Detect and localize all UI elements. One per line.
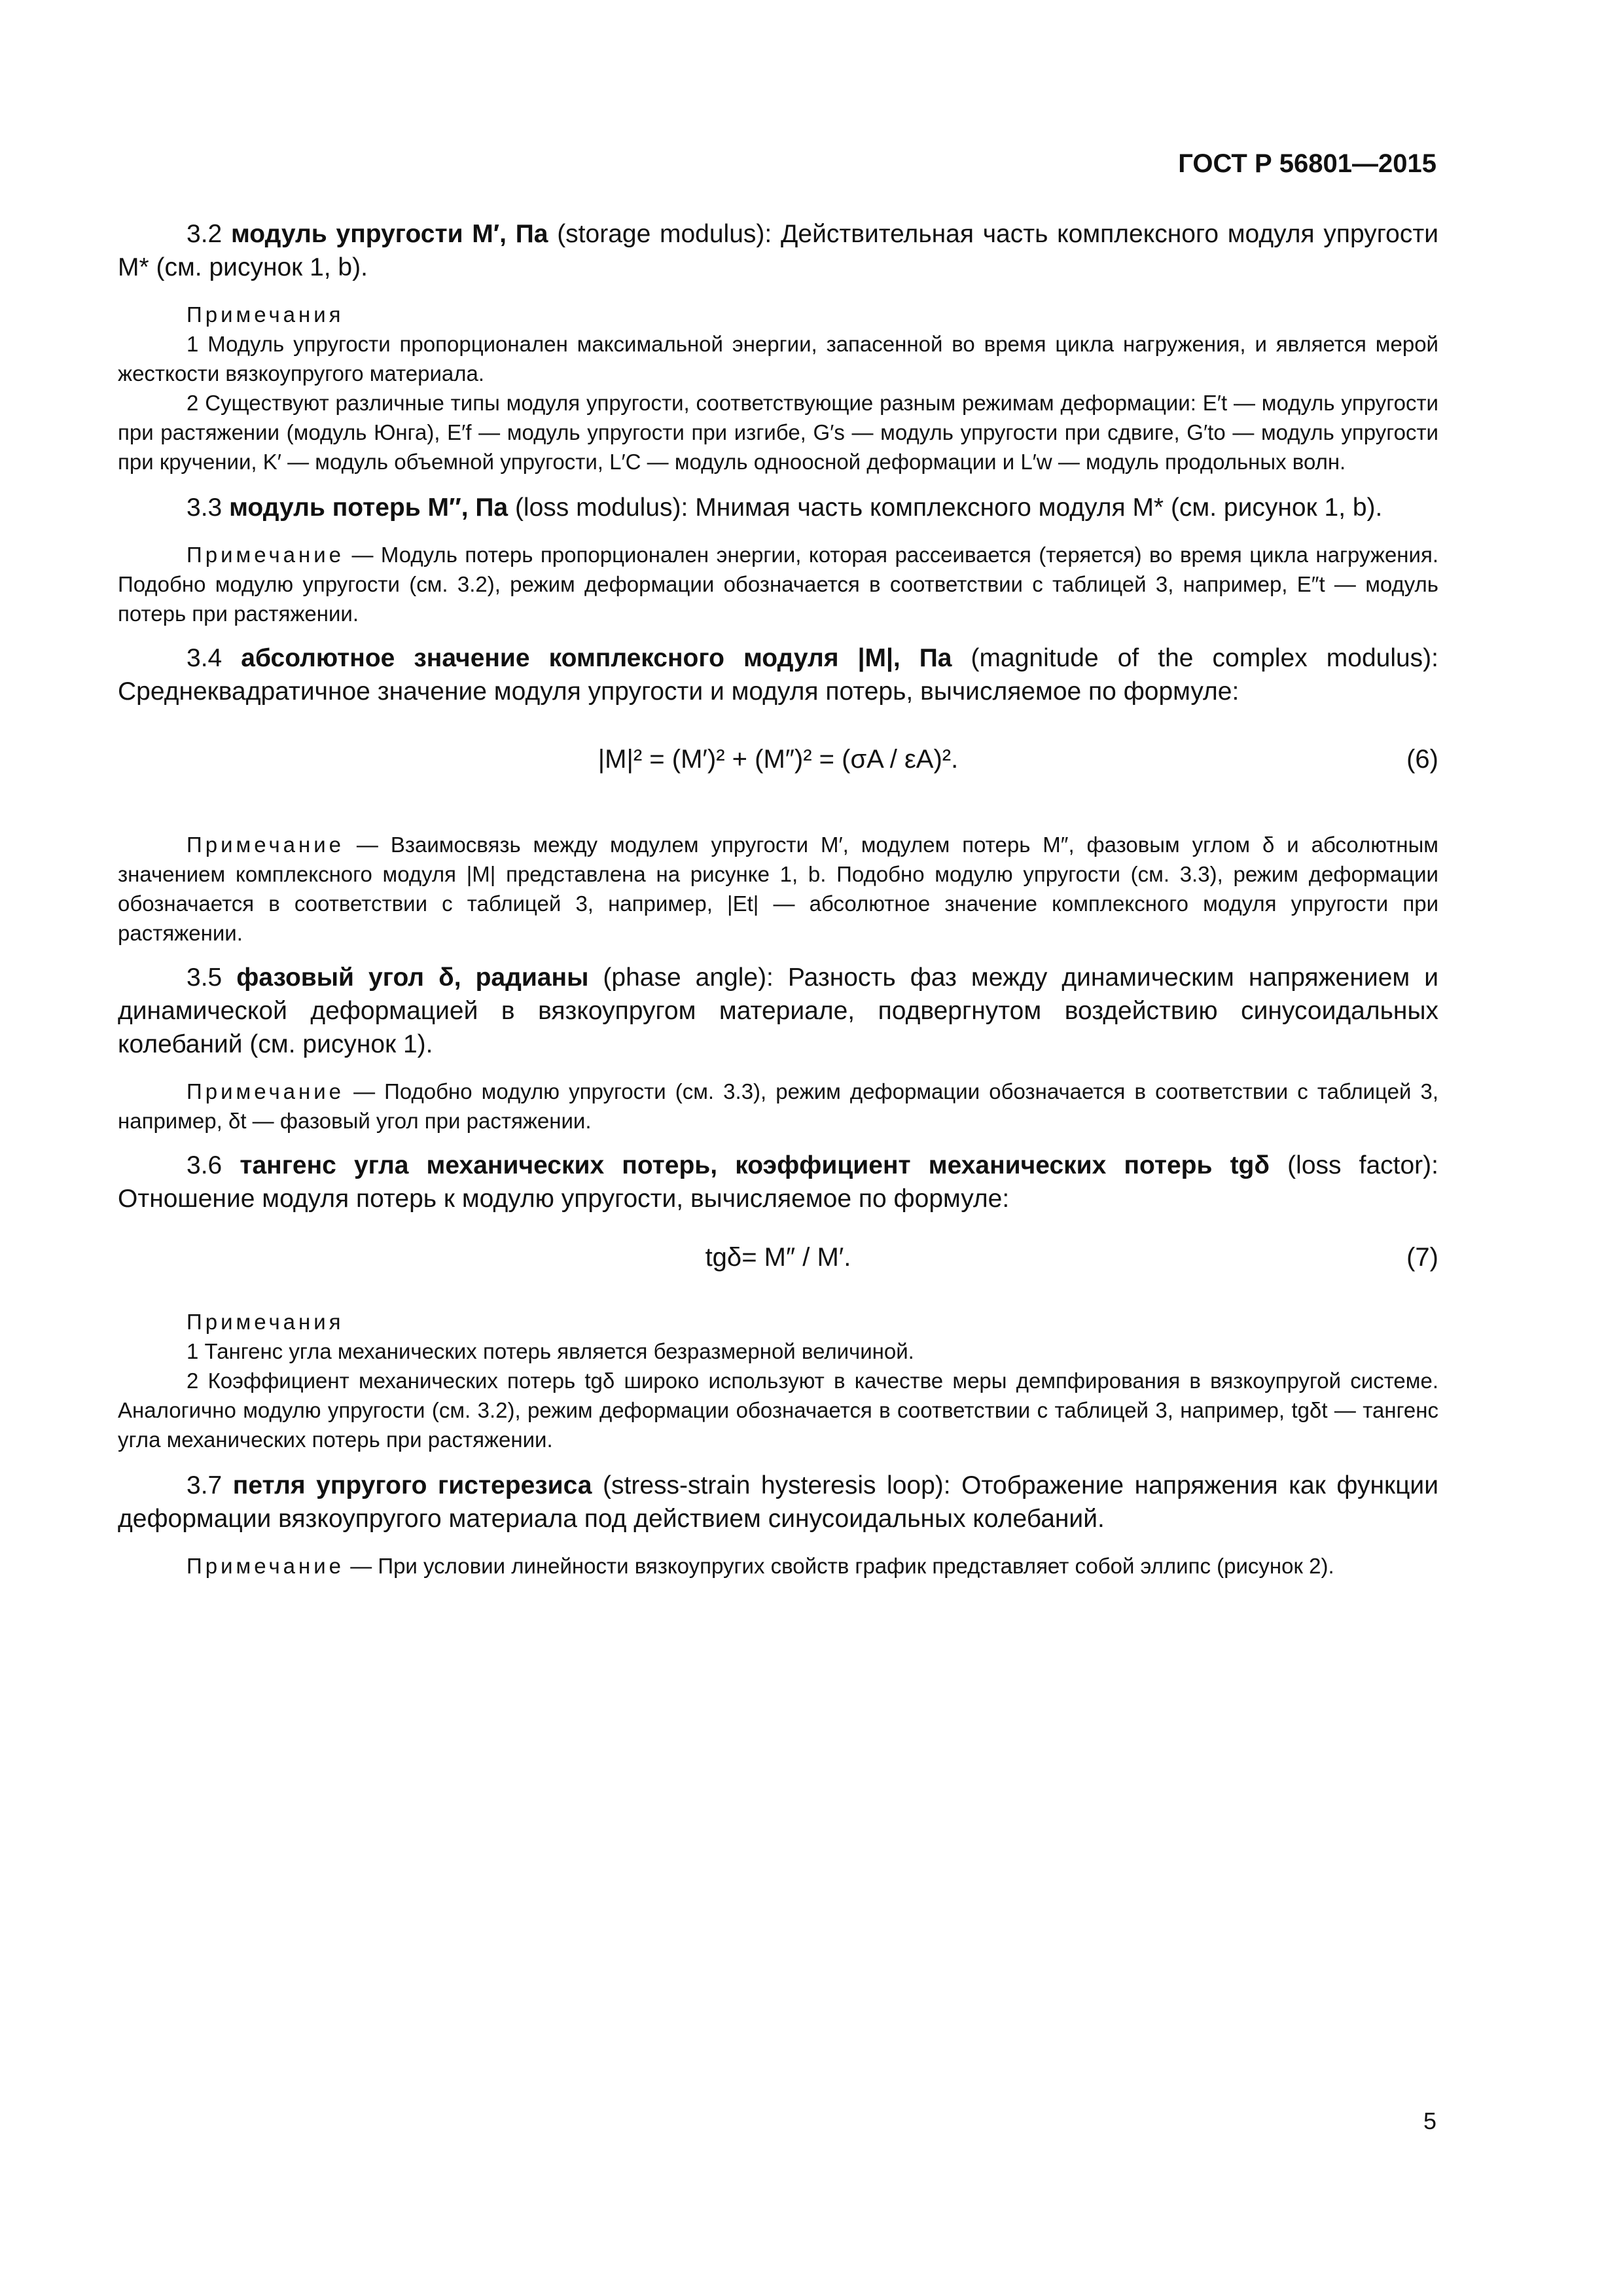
formula-number: (6) — [1406, 745, 1438, 774]
notes-title: Примечания — [187, 1310, 344, 1334]
definition-text: Мнимая часть комплексного модуля M* (см. рисунок 1, b). — [695, 493, 1383, 522]
formula-expression: tgδ= M″ / M′. — [705, 1243, 851, 1272]
definition-3-7 — [118, 1469, 1438, 1535]
note-3-5 — [118, 1077, 1438, 1136]
term-english: (magnitude of the complex modulus): — [971, 644, 1439, 672]
document-header-id: ГОСТ Р 56801—2015 — [1178, 149, 1436, 178]
clause-number: 3.7 — [187, 1471, 223, 1499]
term: модуль упругости M′, Па — [230, 220, 548, 248]
notes-3-6 — [118, 1307, 1438, 1454]
definition-text: Отношение модуля потерь к модулю упругости, вычисляемое по формуле: — [118, 1185, 1010, 1213]
formula-number: (7) — [1406, 1243, 1438, 1272]
term: петля упругого гистерезиса — [232, 1471, 592, 1499]
clause-number: 3.6 — [187, 1151, 223, 1179]
definition-3-6 — [118, 1149, 1438, 1215]
term-english: (phase angle): — [603, 963, 774, 992]
term-english: (loss factor): — [1287, 1151, 1438, 1179]
note-1: 1 Модуль упругости пропорционален максимальной энергии, запасенной во время цикла нагружения, и является мерой жесткости вязкоупругого материала. — [118, 332, 1438, 386]
formula-7 — [118, 1231, 1438, 1290]
definition-3-5 — [118, 961, 1438, 1061]
term: тангенс угла механических потерь, коэффициент механических потерь tgδ — [240, 1151, 1270, 1179]
formula-expression: |M|² = (M′)² + (M″)² = (σA / εA)². — [597, 745, 959, 774]
definition-3-4 — [118, 641, 1438, 708]
notes-title: Примечания — [187, 302, 344, 327]
term: фазовый угол δ, радианы — [236, 963, 589, 992]
formula-6 — [118, 725, 1438, 804]
note-3-7 — [118, 1551, 1438, 1581]
term-english: (stress-strain hysteresis loop): — [603, 1471, 951, 1499]
page-number: 5 — [1423, 2108, 1436, 2134]
note-text: — При условии линейности вязкоупругих свойств график представляет собой эллипс (рисунок 2). — [350, 1554, 1334, 1578]
note-label: Примечание — [187, 833, 345, 857]
clause-number: 3.4 — [187, 644, 223, 672]
term: модуль потерь M″, Па — [229, 493, 508, 522]
definition-3-2 — [118, 217, 1438, 284]
note-text: — Взаимосвязь между модулем упругости M′, модулем потерь M″, фазовым углом δ и абсолютным значением комплексного модуля |M| представлена на рисунке 1, b. Подобно модулю упругости (см. 3.3), режим деформации обозначается в соответствии с таблицей 3, например, |Et| — абсолютное значение комплексного модуля упругости при растяжении. — [118, 833, 1438, 945]
definition-text: Разность фаз между динамическим напряжением и динамической деформацией в вязкоупругом материале, подвергнутом воздействию синусоидальных колебаний (см. рисунок 1). — [118, 963, 1438, 1058]
note-3-4 — [118, 830, 1438, 948]
definition-text: Действительная часть комплексного модуля упругости M* (см. рисунок 1, b). — [118, 220, 1438, 281]
term: абсолютное значение комплексного модуля |M|, Па — [241, 644, 952, 672]
clause-number: 3.2 — [187, 220, 223, 248]
note-2: 2 Коэффициент механических потерь tgδ широко используют в качестве меры демпфирования в вязкоупругой системе. Аналогично модулю упругости (см. 3.2), режим деформации обозначается в соответствии с таблицей 3, например, tgδt — тангенс угла механических потерь при растяжении. — [118, 1369, 1438, 1452]
definition-text: Среднеквадратичное значение модуля упругости и модуля потерь, вычисляемое по формуле: — [118, 677, 1240, 706]
note-label: Примечание — [187, 543, 345, 567]
document-body — [118, 217, 1438, 1594]
note-text: — Подобно модулю упругости (см. 3.3), режим деформации обозначается в соответствии с таблицей 3, например, δt — фазовый угол при растяжении. — [118, 1079, 1438, 1133]
note-label: Примечание — [187, 1079, 345, 1103]
definition-text: Отображение напряжения как функции деформации вязкоупругого материала под действием синусоидальных колебаний. — [118, 1471, 1438, 1533]
clause-number: 3.3 — [187, 493, 223, 522]
term-english: (loss modulus): — [514, 493, 688, 522]
note-1: 1 Тангенс угла механических потерь является безразмерной величиной. — [187, 1339, 914, 1363]
note-2: 2 Существуют различные типы модуля упругости, соответствующие разным режимам деформации: E′t — модуль упругости при растяжении (модуль Юнга), E′f — модуль упругости при изгибе, G′s — модуль упругости при сдвиге, G′to — модуль упругости при кручении, K′ — модуль объемной упругости, L′C — модуль одноосной деформации и L′w — модуль продольных волн. — [118, 391, 1438, 474]
notes-3-2 — [118, 300, 1438, 476]
definition-3-3 — [118, 491, 1438, 524]
note-text: — Модуль потерь пропорционален энергии, которая рассеивается (теряется) во время цикла нагружения. Подобно модулю упругости (см. 3.2), режим деформации обозначается в соответствии с таблицей 3, например, E″t — модуль потерь при растяжении. — [118, 543, 1439, 626]
note-label: Примечание — [187, 1554, 345, 1578]
note-3-3 — [118, 540, 1438, 628]
term-english: (storage modulus): — [557, 220, 772, 248]
clause-number: 3.5 — [187, 963, 223, 992]
